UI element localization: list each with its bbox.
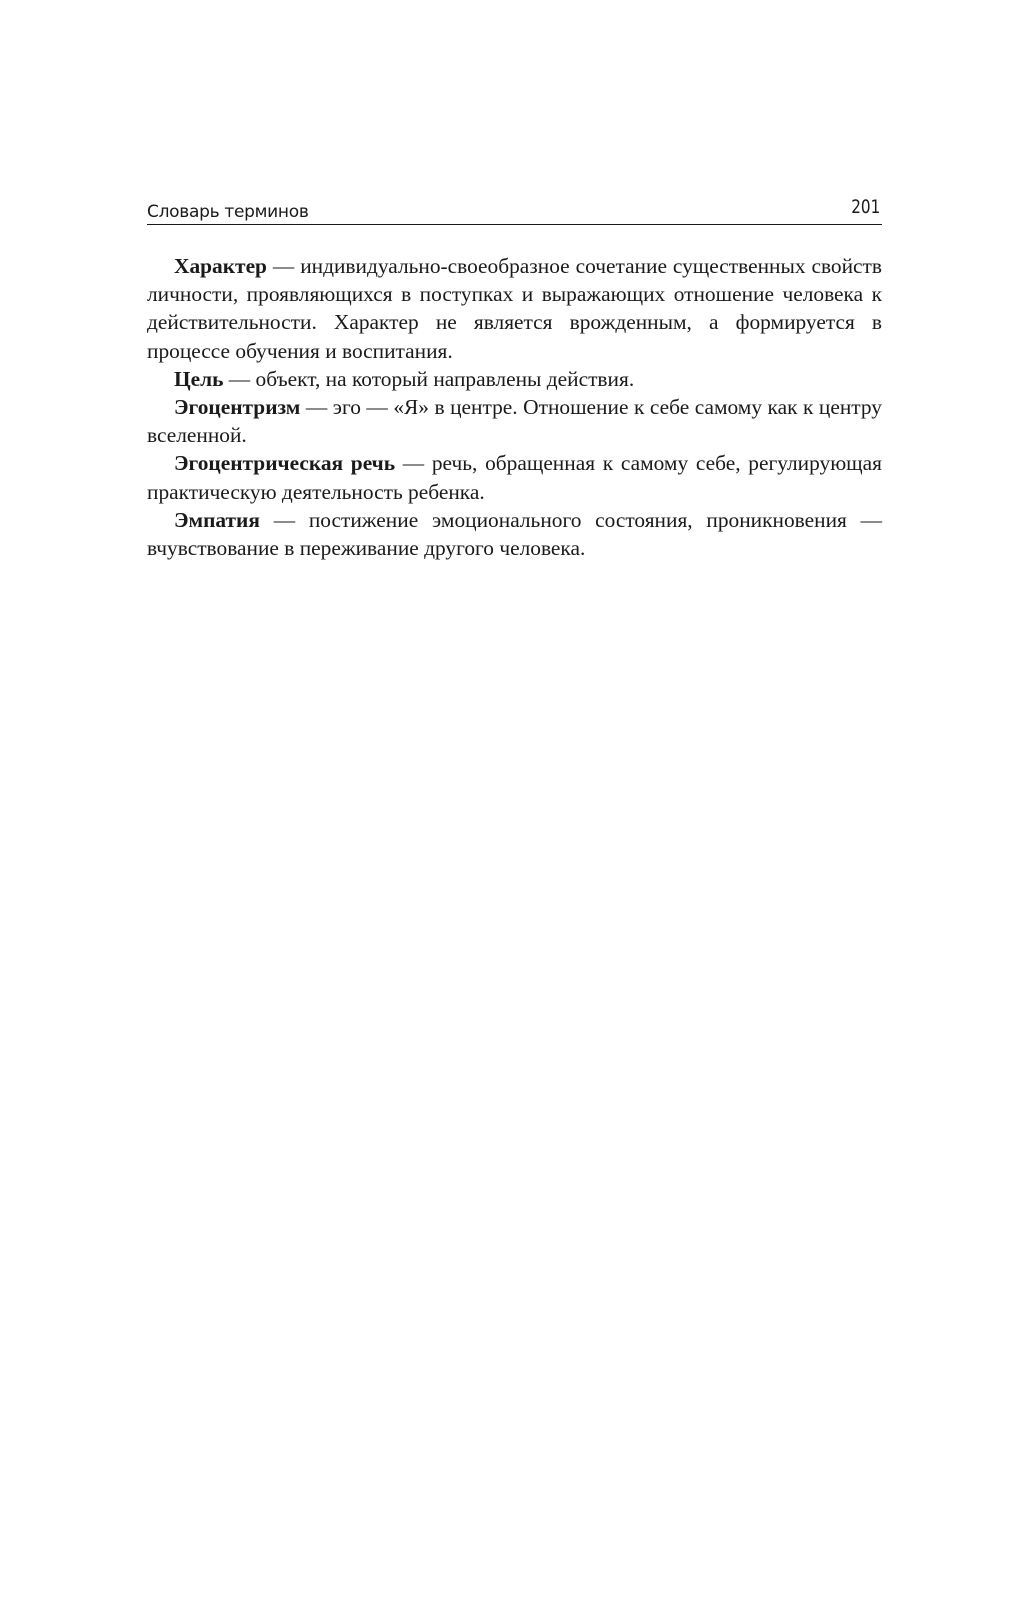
entry-term: Характер xyxy=(174,254,267,278)
entry-definition: — индивидуально-своеобразное сочетание существенных свойств личности, проявляющихся в поступках и выражающих отношение человека к действительности. Характер не является врожденным, а формируется в процессе обучения и воспитания. xyxy=(147,254,882,363)
glossary-entry xyxy=(147,365,882,393)
entry-definition: — эго — «Я» в центре. Отношение к себе самому как к центру вселенной. xyxy=(147,395,882,448)
entry-term: Эмпатия xyxy=(174,507,260,532)
glossary-entries xyxy=(147,252,882,562)
section-title: Словарь терминов xyxy=(147,202,309,222)
running-header xyxy=(147,190,882,225)
entry-definition: — постижение эмоционального состояния, проникновения — вчувствование в переживание другого человека. xyxy=(147,507,882,561)
entry-definition: — объект, на который направлены действия. xyxy=(223,366,635,391)
glossary-entry xyxy=(147,252,882,365)
glossary-entry xyxy=(147,506,882,562)
entry-term: Цель xyxy=(174,366,224,391)
entry-term: Эгоцентризм xyxy=(174,395,301,420)
entry-term: Эгоцентрическая речь xyxy=(174,451,396,476)
entry-definition: — речь, обращенная к самому себе, регулирующая практическую деятельность ребенка. xyxy=(147,451,882,504)
glossary-entry xyxy=(147,449,882,505)
glossary-entry xyxy=(147,393,882,449)
page-number: 201 xyxy=(850,196,880,218)
